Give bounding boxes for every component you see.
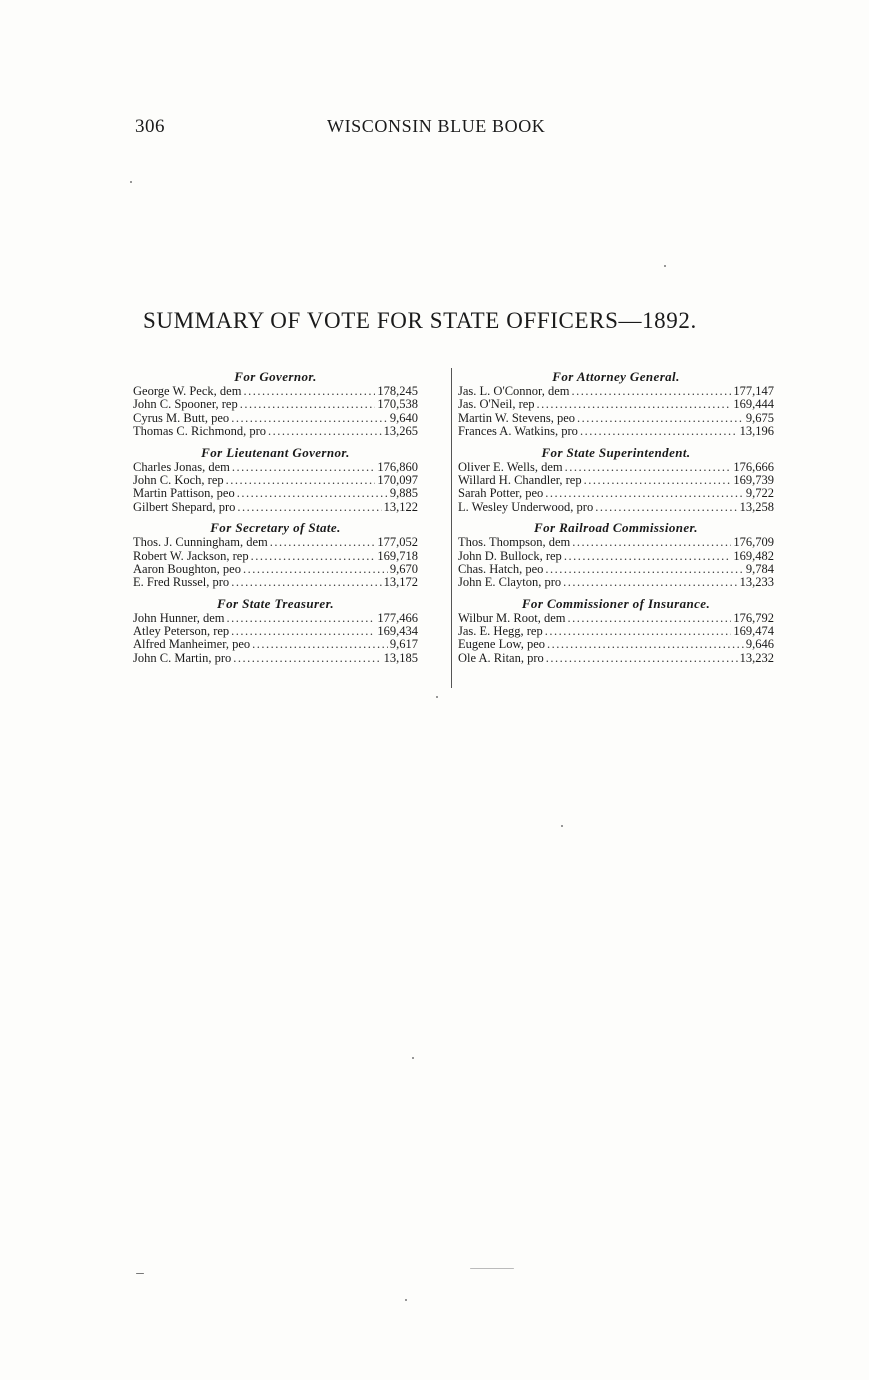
candidate-row (458, 563, 774, 576)
candidate-name: Frances A. Watkins, pro (458, 424, 578, 439)
dot-leader (231, 625, 375, 638)
office-section (133, 444, 418, 515)
dot-leader (545, 563, 743, 576)
candidate-row (458, 625, 774, 638)
dot-leader (237, 501, 381, 514)
dot-leader (240, 398, 376, 411)
vote-count: 13,196 (739, 424, 774, 439)
office-heading: For Secretary of State. (210, 520, 341, 536)
candidate-name: Martin W. Stevens, peo (458, 410, 576, 425)
vote-count: 169,474 (733, 624, 774, 639)
office-section (133, 368, 418, 439)
candidate-name: Charles Jonas, dem (133, 459, 230, 474)
candidate-row (458, 461, 774, 474)
vote-count: 9,640 (389, 410, 418, 425)
dot-leader (565, 461, 732, 474)
candidate-name: Sarah Potter, peo (458, 486, 544, 501)
office-section (458, 595, 774, 666)
candidate-name: Atley Peterson, rep (133, 624, 230, 639)
candidate-name: John C. Spooner, rep (133, 397, 238, 412)
dot-leader (546, 652, 738, 665)
candidate-row (133, 638, 418, 651)
candidate-row (133, 576, 418, 589)
candidate-row (458, 412, 774, 425)
office-heading: For State Treasurer. (217, 595, 334, 611)
vote-count: 13,172 (383, 575, 418, 590)
candidate-name: George W. Peck, dem (133, 384, 242, 398)
candidate-row (458, 425, 774, 438)
vote-count: 169,444 (733, 397, 774, 412)
vote-count: 9,670 (389, 561, 418, 576)
dot-leader (545, 487, 744, 500)
candidate-row (458, 612, 774, 625)
candidate-row (133, 385, 418, 398)
vote-count: 177,052 (377, 535, 418, 550)
dot-leader (547, 638, 744, 651)
dot-leader (233, 652, 381, 665)
office-section (458, 519, 774, 590)
column-divider (451, 368, 452, 688)
candidate-row (458, 550, 774, 563)
candidate-row (458, 474, 774, 487)
dot-leader (580, 425, 738, 438)
dot-leader (567, 612, 731, 625)
vote-count: 176,860 (377, 459, 418, 474)
office-section (133, 595, 418, 666)
vote-count: 176,792 (733, 610, 774, 625)
candidate-row (458, 385, 774, 398)
dot-leader (572, 536, 731, 549)
candidate-row (133, 501, 418, 514)
dot-leader (252, 638, 388, 651)
candidate-row (458, 576, 774, 589)
candidate-row (133, 474, 418, 487)
candidate-name: Martin Pattison, peo (133, 486, 235, 501)
dot-leader (537, 398, 732, 411)
vote-count: 13,185 (383, 650, 418, 665)
candidate-name: Chas. Hatch, peo (458, 561, 544, 576)
vote-count: 13,233 (739, 575, 774, 590)
vote-count: 169,718 (377, 548, 418, 563)
vote-count: 169,739 (733, 472, 774, 487)
vote-count: 9,617 (389, 637, 418, 652)
vote-count: 13,122 (383, 499, 418, 514)
dot-leader (231, 576, 381, 589)
dot-leader (545, 625, 732, 638)
candidate-name: Eugene Low, peo (458, 637, 546, 652)
scan-speck (664, 265, 666, 267)
right-column (458, 368, 774, 670)
dot-leader (268, 425, 382, 438)
candidate-row (458, 487, 774, 500)
office-heading: For State Superintendent. (541, 444, 691, 460)
candidate-row (133, 612, 418, 625)
vote-count: 170,097 (377, 472, 418, 487)
left-column (133, 368, 418, 670)
scan-speck (130, 181, 132, 183)
candidate-row (133, 425, 418, 438)
vote-count: 9,675 (745, 410, 774, 425)
candidate-name: Aaron Boughton, peo (133, 561, 241, 576)
candidate-name: Jas. O'Neil, rep (458, 397, 535, 412)
candidate-name: Gilbert Shepard, pro (133, 499, 236, 514)
candidate-name: John E. Clayton, pro (458, 575, 562, 590)
candidate-name: John C. Martin, pro (133, 650, 232, 665)
dot-leader (243, 385, 375, 398)
office-heading: For Railroad Commissioner. (534, 520, 698, 536)
office-heading: For Lieutenant Governor. (201, 444, 350, 460)
candidate-row (458, 501, 774, 514)
candidate-row (133, 412, 418, 425)
page-title: SUMMARY OF VOTE FOR STATE OFFICERS—1892. (143, 308, 697, 333)
candidate-name: Cyrus M. Butt, peo (133, 410, 230, 425)
candidate-name: Thos. Thompson, dem (458, 535, 571, 550)
vote-count: 13,258 (739, 499, 774, 514)
candidate-name: Oliver E. Wells, dem (458, 459, 563, 474)
vote-count: 177,147 (733, 384, 774, 398)
dot-leader (577, 412, 744, 425)
candidate-name: John D. Bullock, rep (458, 548, 562, 563)
dot-leader (232, 461, 376, 474)
dot-leader (563, 576, 738, 589)
candidate-name: Jas. E. Hegg, rep (458, 624, 543, 639)
vote-count: 9,646 (745, 637, 774, 652)
scan-speck (412, 1057, 414, 1059)
dot-leader (595, 501, 737, 514)
candidate-row (458, 652, 774, 665)
candidate-row (458, 536, 774, 549)
dot-leader (251, 550, 376, 563)
page-number: 306 (135, 116, 165, 137)
scan-speck (136, 1273, 144, 1274)
scan-speck (561, 825, 563, 827)
candidate-name: Wilbur M. Root, dem (458, 610, 566, 625)
candidate-name: E. Fred Russel, pro (133, 575, 230, 590)
vote-count: 13,232 (739, 650, 774, 665)
candidate-name: Thos. J. Cunningham, dem (133, 535, 268, 550)
candidate-name: Thomas C. Richmond, pro (133, 424, 266, 439)
vote-count: 178,245 (377, 384, 418, 398)
scan-speck (436, 696, 438, 698)
dot-leader (226, 474, 376, 487)
candidate-name: Ole A. Ritan, pro (458, 650, 544, 665)
vote-count: 176,666 (733, 459, 774, 474)
candidate-name: L. Wesley Underwood, pro (458, 499, 594, 514)
office-section (133, 519, 418, 590)
candidate-row (133, 652, 418, 665)
dot-leader (270, 536, 376, 549)
candidate-name: Willard H. Chandler, rep (458, 472, 582, 487)
dot-leader (231, 412, 388, 425)
vote-count: 177,466 (377, 610, 418, 625)
candidate-row (133, 536, 418, 549)
vote-count: 9,885 (389, 486, 418, 501)
candidate-row (133, 563, 418, 576)
running-head: WISCONSIN BLUE BOOK (327, 116, 546, 136)
vote-count: 170,538 (377, 397, 418, 412)
candidate-row (133, 487, 418, 500)
office-section (458, 444, 774, 515)
dot-leader (584, 474, 732, 487)
candidate-row (133, 550, 418, 563)
office-section (458, 368, 774, 439)
vote-count: 13,265 (383, 424, 418, 439)
office-heading: For Commissioner of Insurance. (521, 595, 711, 611)
vote-count: 169,482 (733, 548, 774, 563)
scan-speck (405, 1299, 407, 1301)
dot-leader (237, 487, 388, 500)
candidate-name: Alfred Manheimer, peo (133, 637, 251, 652)
vote-count: 169,434 (377, 624, 418, 639)
vote-count: 176,709 (733, 535, 774, 550)
candidate-name: Jas. L. O'Connor, dem (458, 384, 570, 398)
candidate-row (133, 625, 418, 638)
vote-count: 9,784 (745, 561, 774, 576)
candidate-name: John C. Koch, rep (133, 472, 224, 487)
candidate-name: John Hunner, dem (133, 610, 225, 625)
dot-leader (564, 550, 732, 563)
candidate-name: Robert W. Jackson, rep (133, 548, 249, 563)
scan-speck (470, 1268, 514, 1269)
office-heading: For Governor. (234, 369, 317, 384)
candidate-row (133, 398, 418, 411)
dot-leader (243, 563, 388, 576)
vote-count: 9,722 (745, 486, 774, 501)
candidate-row (458, 398, 774, 411)
dot-leader (227, 612, 376, 625)
candidate-row (458, 638, 774, 651)
candidate-row (133, 461, 418, 474)
office-heading: For Attorney General. (552, 369, 680, 384)
dot-leader (571, 385, 731, 398)
